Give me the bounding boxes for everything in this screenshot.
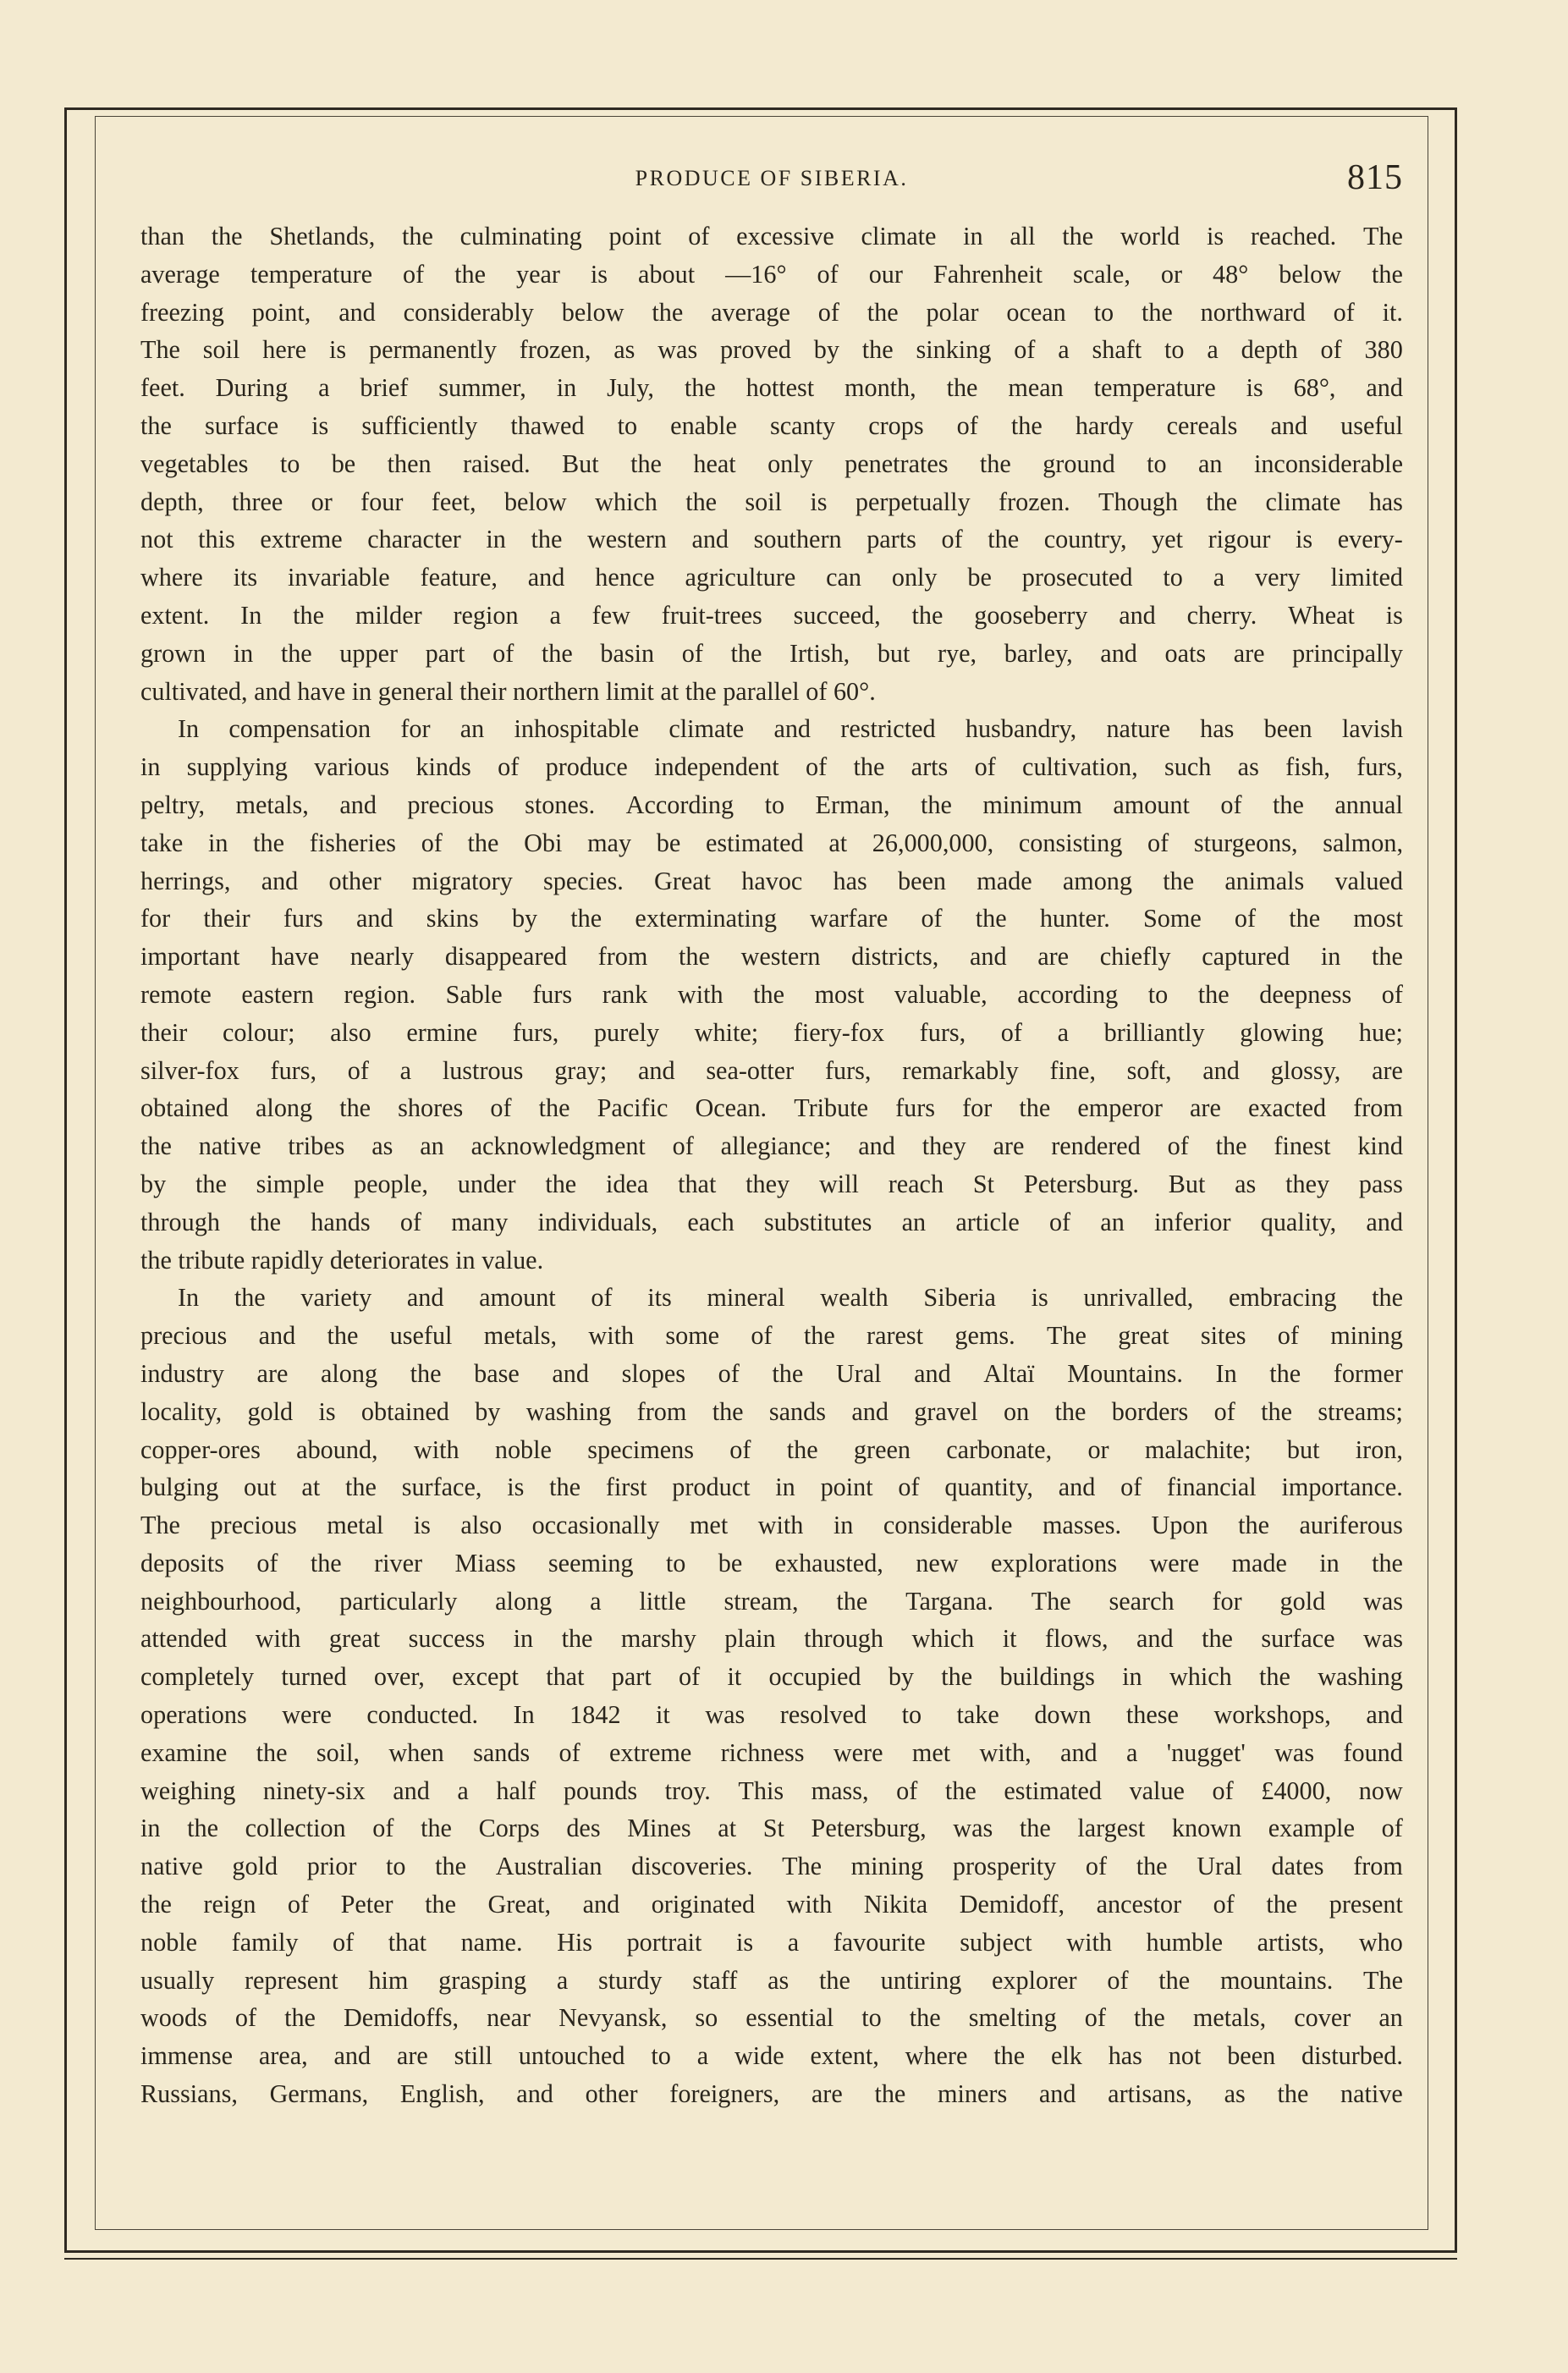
text-line: in supplying various kinds of produce independent of the arts of cultivation, such as fish, furs,	[140, 752, 1403, 782]
text-line: completely turned over, except that part of it occupied by the buildings in which the washing	[140, 1662, 1403, 1692]
text-line: the surface is sufficiently thawed to enable scanty crops of the hardy cereals and useful	[140, 410, 1403, 440]
text-line: feet. During a brief summer, in July, the hottest month, the mean temperature is 68°, and	[140, 373, 1403, 403]
text-line: through the hands of many individuals, each substitutes an article of an inferior quality, and	[140, 1207, 1403, 1236]
text-line: Russians, Germans, English, and other foreigners, are the miners and artisans, as the native	[140, 2079, 1403, 2109]
text-line: noble family of that name. His portrait is a favourite subject with humble artists, who	[140, 1927, 1403, 1957]
text-line: weighing ninety-six and a half pounds troy. This mass, of the estimated value of £4000, now	[140, 1776, 1403, 1805]
text-line: The precious metal is also occasionally met with in considerable masses. Upon the auriferous	[140, 1511, 1403, 1540]
text-line: average temperature of the year is about —16° of our Fahrenheit scale, or 48° below the	[140, 259, 1403, 289]
text-line: extent. In the milder region a few fruit-trees succeed, the gooseberry and cherry. Wheat is	[140, 600, 1403, 630]
text-line: vegetables to be then raised. But the heat only penetrates the ground to an inconsiderable	[140, 449, 1403, 478]
text-line: precious and the useful metals, with some of the rarest gems. The great sites of mining	[140, 1321, 1403, 1351]
text-line: obtained along the shores of the Pacific Ocean. Tribute furs for the emperor are exacted from	[140, 1093, 1403, 1123]
text-line: their colour; also ermine furs, purely white; fiery-fox furs, of a brilliantly glowing hue;	[140, 1017, 1403, 1047]
text-line: not this extreme character in the western and southern parts of the country, yet rigour is every-	[140, 525, 1403, 554]
text-line: by the simple people, under the idea that they will reach St Petersburg. But as they pass	[140, 1169, 1403, 1198]
text-line: usually represent him grasping a sturdy staff as the untiring explorer of the mountains. The	[140, 1965, 1403, 1995]
bottom-rule	[64, 2253, 1457, 2260]
text-line: than the Shetlands, the culminating point of excessive climate in all the world is reached. The	[140, 222, 1403, 251]
text-line: herrings, and other migratory species. Great havoc has been made among the animals valued	[140, 866, 1403, 895]
text-line: locality, gold is obtained by washing from the sands and gravel on the borders of the streams;	[140, 1396, 1403, 1426]
text-line: industry are along the base and slopes of the Ural and Altaï Mountains. In the former	[140, 1358, 1403, 1388]
text-line: silver-fox furs, of a lustrous gray; and sea-otter furs, remarkably fine, soft, and glossy, are	[140, 1055, 1403, 1085]
text-line: cultivated, and have in general their northern limit at the parallel of 60°.	[140, 676, 876, 706]
text-line: The soil here is permanently frozen, as was proved by the sinking of a shaft to a depth of 380	[140, 335, 1403, 365]
text-line: In compensation for an inhospitable climate and restricted husbandry, nature has been lavish	[178, 714, 1403, 744]
body-text	[140, 217, 1403, 2113]
text-line: where its invariable feature, and hence agriculture can only be prosecuted to a very limited	[140, 563, 1403, 592]
text-line: depth, three or four feet, below which the soil is perpetually frozen. Though the climate has	[140, 487, 1403, 516]
text-line: take in the fisheries of the Obi may be estimated at 26,000,000, consisting of sturgeons, salmon,	[140, 828, 1403, 857]
text-line: the tribute rapidly deteriorates in value.	[140, 1245, 544, 1275]
text-line: operations were conducted. In 1842 it was resolved to take down these workshops, and	[140, 1700, 1403, 1730]
text-line: for their furs and skins by the exterminating warfare of the hunter. Some of the most	[140, 904, 1403, 933]
text-line: neighbourhood, particularly along a little stream, the Targana. The search for gold was	[140, 1586, 1403, 1616]
text-line: the native tribes as an acknowledgment of allegiance; and they are rendered of the finest kind	[140, 1131, 1403, 1161]
text-line: peltry, metals, and precious stones. According to Erman, the minimum amount of the annual	[140, 790, 1403, 819]
text-line: immense area, and are still untouched to a wide extent, where the elk has not been disturbed.	[140, 2041, 1403, 2071]
text-line: important have nearly disappeared from the western districts, and are chiefly captured in the	[140, 942, 1403, 972]
text-line: remote eastern region. Sable furs rank with the most valuable, according to the deepness of	[140, 979, 1403, 1009]
text-line: freezing point, and considerably below the average of the polar ocean to the northward of it.	[140, 297, 1403, 327]
text-line: native gold prior to the Australian discoveries. The mining prosperity of the Ural dates from	[140, 1852, 1403, 1881]
text-line: deposits of the river Miass seeming to be exhausted, new explorations were made in the	[140, 1548, 1403, 1577]
text-line: copper-ores abound, with noble specimens of the green carbonate, or malachite; but iron,	[140, 1434, 1403, 1464]
page-header	[140, 157, 1403, 208]
page-number: 815	[1347, 158, 1403, 197]
text-line: grown in the upper part of the basin of the Irtish, but rye, barley, and oats are principally	[140, 638, 1403, 668]
text-line: bulging out at the surface, is the first product in point of quantity, and of financial importance.	[140, 1473, 1403, 1502]
text-line: In the variety and amount of its mineral wealth Siberia is unrivalled, embracing the	[178, 1283, 1403, 1313]
text-line: woods of the Demidoffs, near Nevyansk, so essential to the smelting of the metals, cover an	[140, 2003, 1403, 2033]
text-line: in the collection of the Corps des Mines at St Petersburg, was the largest known example of	[140, 1814, 1403, 1843]
text-line: attended with great success in the marshy plain through which it flows, and the surface was	[140, 1624, 1403, 1654]
text-line: the reign of Peter the Great, and originated with Nikita Demidoff, ancestor of the present	[140, 1890, 1403, 1919]
running-title: PRODUCE OF SIBERIA.	[635, 166, 909, 190]
text-line: examine the soil, when sands of extreme richness were met with, and a 'nugget' was found	[140, 1737, 1403, 1767]
